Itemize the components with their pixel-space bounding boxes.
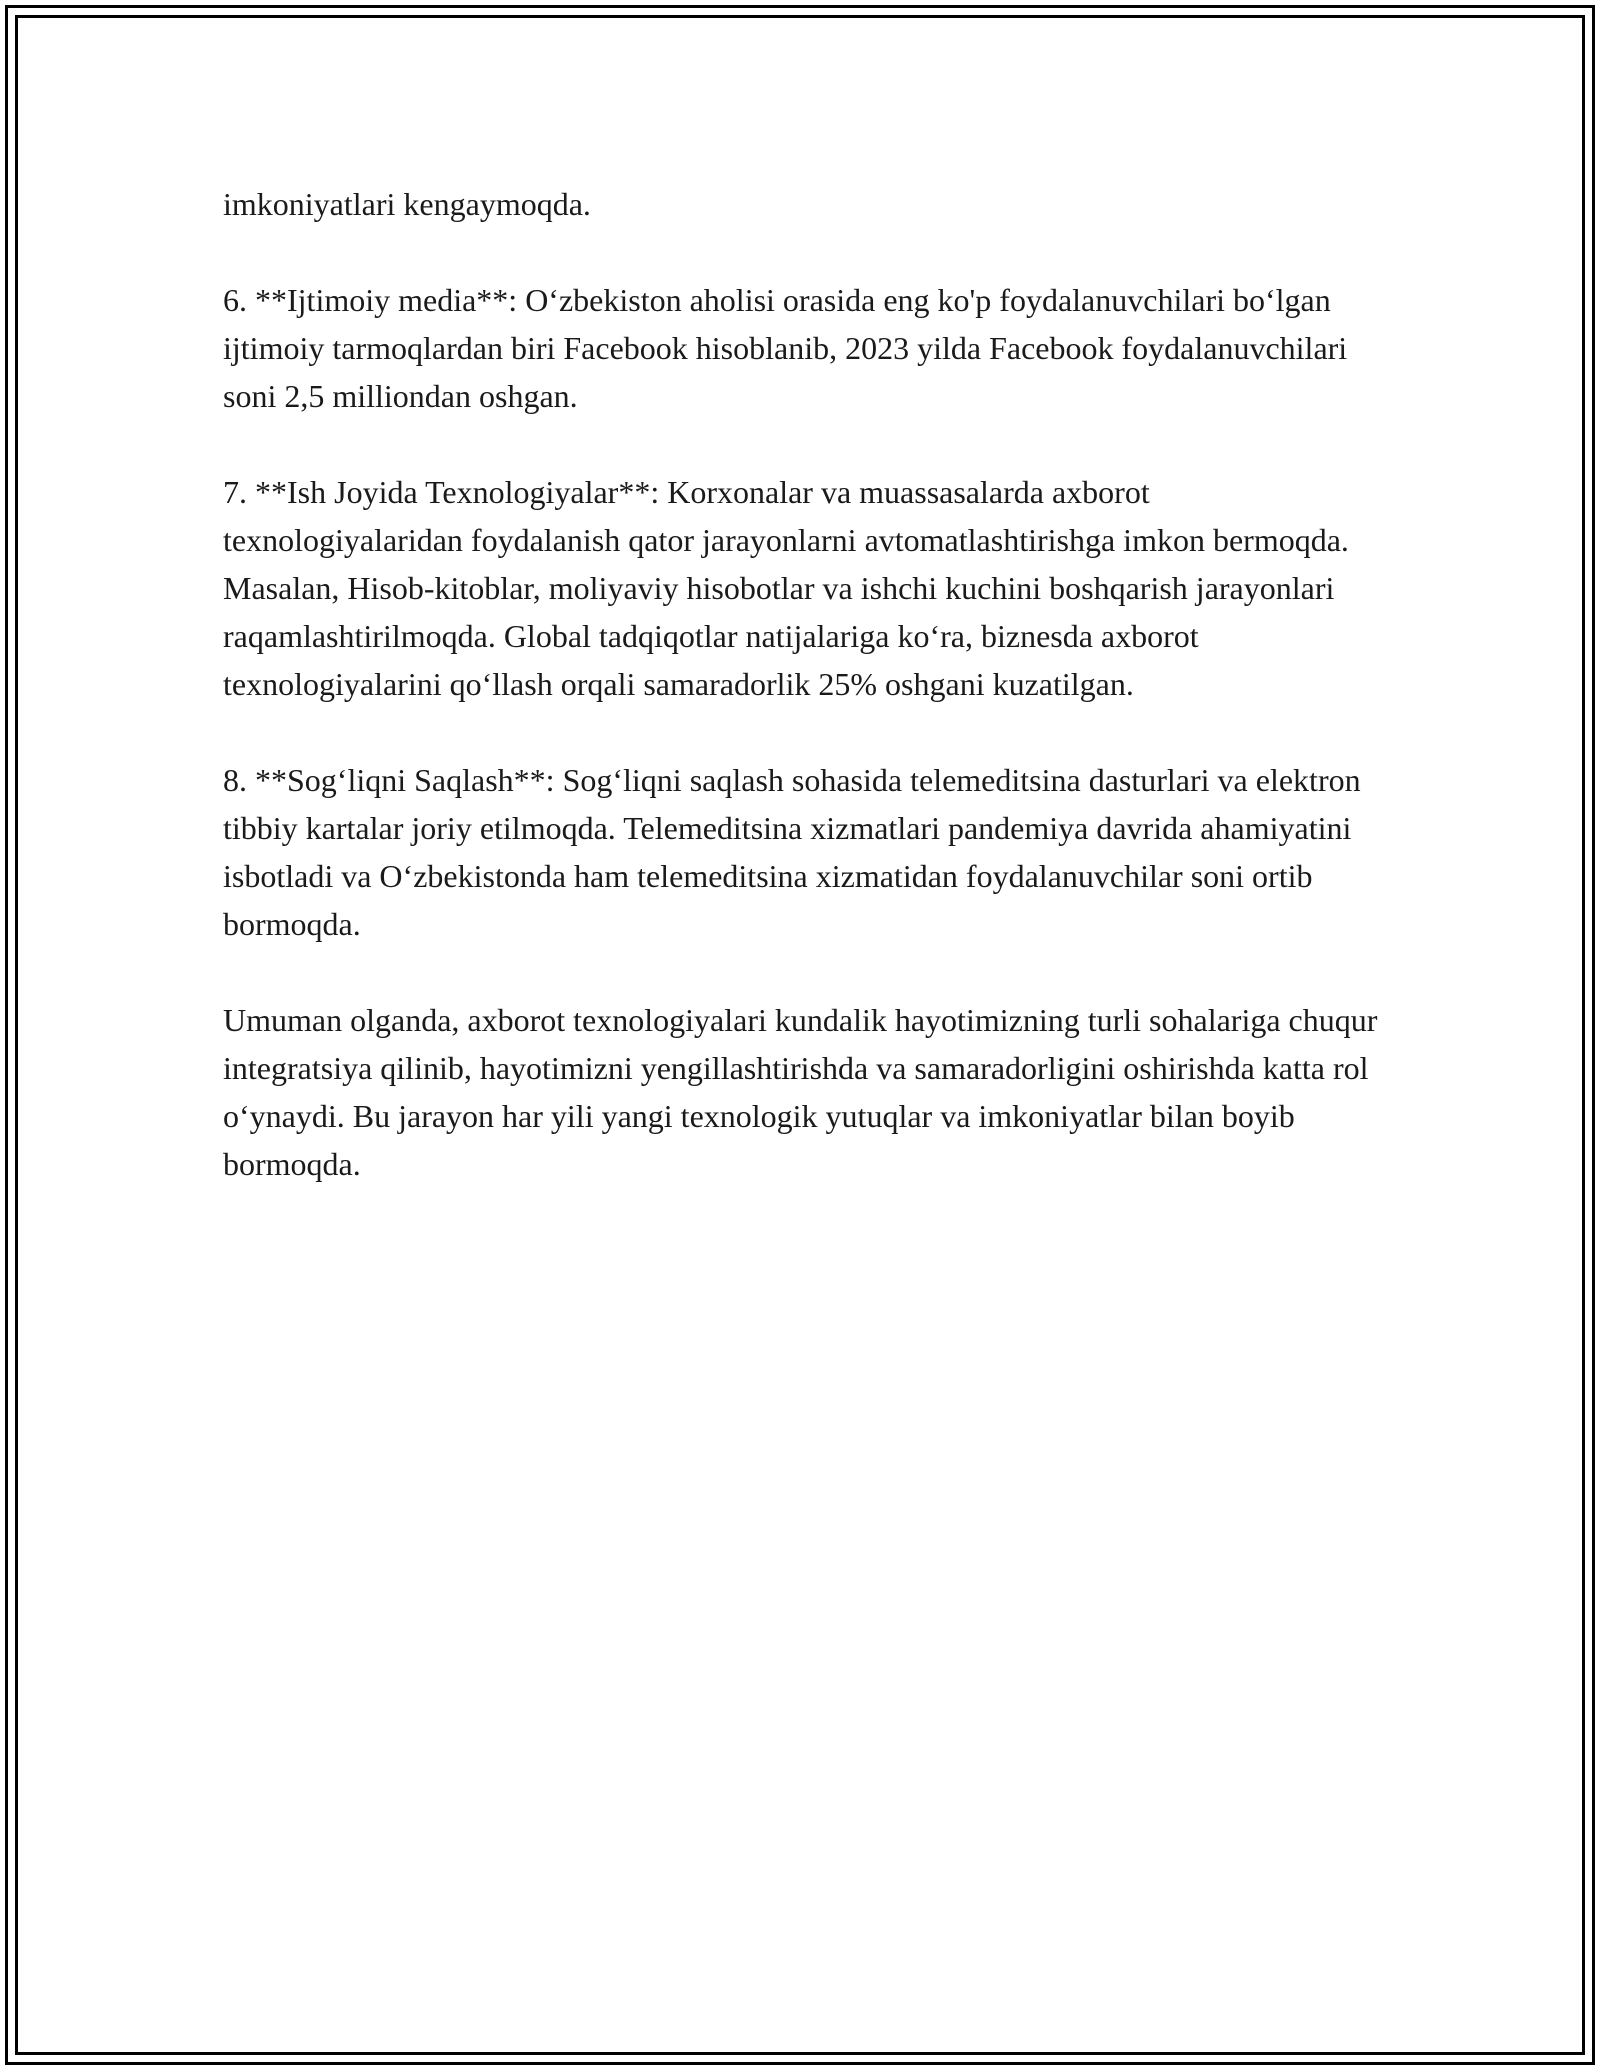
paragraph-workplace-technology: 7. **Ish Joyida Texnologiyalar**: Korxonalar va muassasalarda axborot texnologiyalaridan foydalanish qator jarayonlarni avtomatlashtirishga imkon bermoqda. Masalan, Hisob-kitoblar, moliyaviy hisobotlar va ishchi kuchini boshqarish jarayonlari raqamlashtirilmoqda. Global tadqiqotlar natijalariga ko‘ra, biznesda axborot texnologiyalarini qo‘llash orqali samaradorlik 25% oshgani kuzatilgan. [223,474,1349,702]
document-body [223,180,1383,1236]
paragraph-healthcare: 8. **Sog‘liqni Saqlash**: Sog‘liqni saqlash sohasida telemeditsina dasturlari va elektron tibbiy kartalar joriy etilmoqda. Telemeditsina xizmatlari pandemiya davrida ahamiyatini isbotladi va O‘zbekistonda ham telemeditsina xizmatidan foydalanuvchilar soni ortib bormoqda. [223,762,1361,942]
paragraph-conclusion: Umuman olganda, axborot texnologiyalari kundalik hayotimizning turli sohalariga chuqur integratsiya qilinib, hayotimizni yengillashtirishda va samaradorligini oshirishda katta rol o‘ynaydi. Bu jarayon har yili yangi texnologik yutuqlar va imkoniyatlar bilan boyib bormoqda. [223,1002,1378,1182]
paragraph-social-media: 6. **Ijtimoiy media**: O‘zbekiston aholisi orasida eng ko'p foydalanuvchilari bo‘lgan ijtimoiy tarmoqlardan biri Facebook hisoblanib, 2023 yilda Facebook foydalanuvchilari soni 2,5 milliondan oshgan. [223,282,1348,414]
paragraph-continuation: imkoniyatlari kengaymoqda. [223,186,591,222]
